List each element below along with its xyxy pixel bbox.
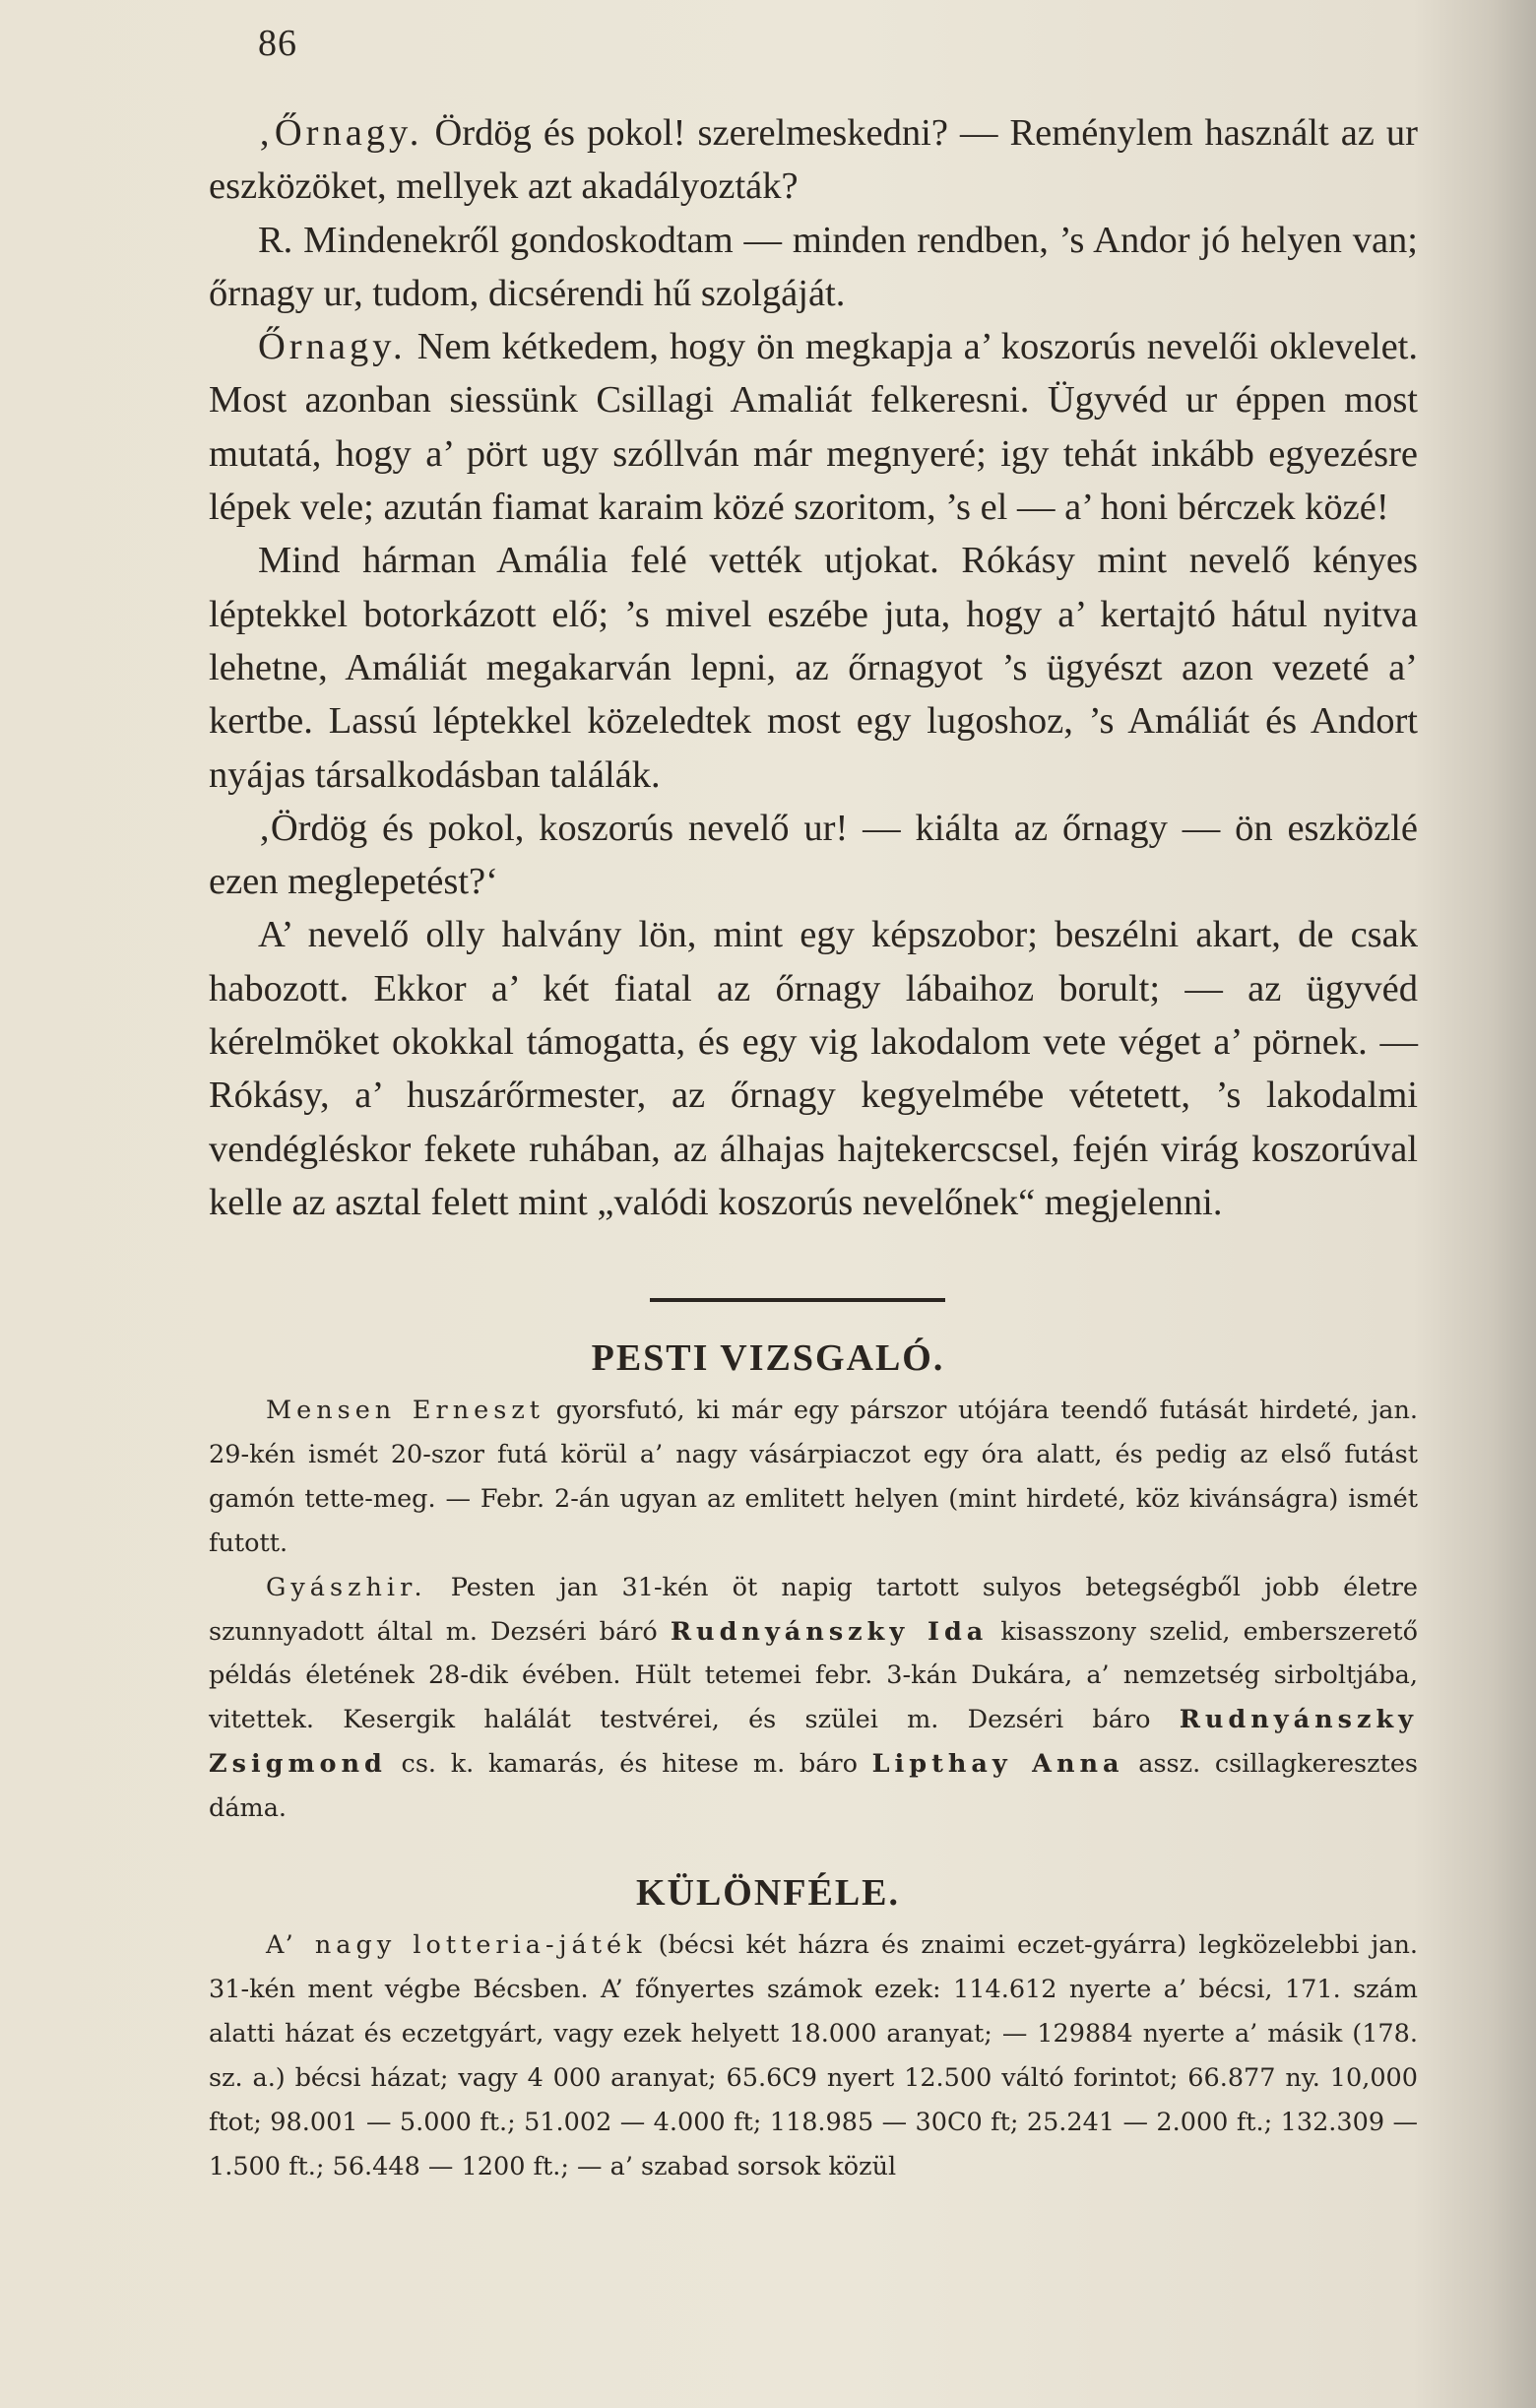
paragraph-text: Nem kétkedem, hogy ön megkapja a’ koszorús nevelői oklevelet. Most azonban siessünk Csillagi Amaliát felkeresni. Ügyvéd ur éppen most mutatá, hogy a’ pört ugy szóllván már megnyeré; igy tehát inkább egyezésre lépek vele; azután fiamat karaim közé szoritom, ’s el — a’ honi bérczek közé! bbox=[209, 326, 1418, 529]
page-number: 86 bbox=[258, 23, 297, 64]
section-title-vizsgalo: PESTI VIZSGALÓ. bbox=[591, 1337, 945, 1379]
news-item-text: assz. csillagkeresztes dáma. bbox=[209, 1749, 1418, 1824]
section-title-kulonfele: KÜLÖNFÉLE. bbox=[635, 1872, 901, 1914]
person-name: Rudnyánszky Zsigmond bbox=[209, 1705, 1418, 1780]
news-item-lead: Gyászhir. bbox=[266, 1572, 427, 1602]
story-paragraph bbox=[209, 908, 1418, 1229]
speaker-label: Őrnagy. bbox=[258, 326, 407, 368]
story-paragraph bbox=[209, 214, 1418, 321]
person-name: Rudnyánszky Ida bbox=[670, 1616, 989, 1647]
paragraph-text: R. Mindenekről gondoskodtam — minden rendben, ’s Andor jó helyen van; őrnagy ur, tudom, dicsérendi hű szolgáját. bbox=[209, 219, 1418, 314]
news-item bbox=[209, 1923, 1418, 2188]
speaker-label: ‚Őrnagy. bbox=[258, 112, 423, 154]
paragraph-text: Mind hárman Amália felé vették utjokat. Rókásy mint nevelő kényes léptekkel botorkázott elő; ’s mivel eszébe juta, hogy a’ kertajtó hátul nyitva lehetne, Amáliát megakarván lepni, az őrnagyot ’s ügyészt azon vezeté a’ kertbe. Lassú léptekkel közeledtek most egy lugoshoz, ’s Amáliát és Andort nyájas társalkodásban találák. bbox=[209, 540, 1418, 796]
paragraph-text: ‚Ördög és pokol, koszorús nevelő ur! — kiálta az őrnagy — ön eszközlé ezen meglepetést?‘ bbox=[209, 807, 1418, 903]
story-paragraph bbox=[209, 534, 1418, 801]
story-paragraph bbox=[209, 320, 1418, 534]
person-name: Lipthay Anna bbox=[871, 1749, 1124, 1780]
section-divider bbox=[650, 1298, 945, 1302]
story-paragraph bbox=[209, 106, 1418, 214]
story-paragraph bbox=[209, 802, 1418, 909]
news-item-lead: Mensen Erneszt bbox=[266, 1396, 545, 1425]
paragraph-text: A’ nevelő olly halvány lön, mint egy képszobor; beszélni akart, de csak habozott. Ekkor a’ két fiatal az őrnagy lábaihoz borult; — az ügyvéd kérelmöket okokkal támogatta, és egy vig lakodalom vete véget a’ pörnek. — Rókásy, a’ huszárőrmester, az őrnagy kegyelmébe vétetett, ’s lakodalmi vendégléskor fekete ruhában, az álhajas hajtekercscsel, fején virág koszorúval kelle az asztal felett mint „valódi koszorús nevelőnek“ megjelenni. bbox=[209, 914, 1418, 1223]
news-item-text: kisasszony szelid, emberszerető példás életének 28-dik évében. Hült tetemei febr. 3-kán Dukára, a’ nemzetség sirboltjába, vitettek. Kesergik halálát testvérei, és szülei m. Dezséri báro bbox=[209, 1616, 1418, 1735]
news-item-lead: A’ nagy lotteria-játék bbox=[266, 1930, 647, 1960]
news-item bbox=[209, 1389, 1418, 1566]
news-item bbox=[209, 1566, 1418, 1831]
news-item-text: gyorsfutó, ki már egy párszor utójára teendő futását hirdeté, jan. 29-kén ismét 20-szor futá körül a’ nagy vásárpiaczot egy óra alatt, és pedig az első futást gamón tette-meg. — Febr. 2-án ugyan az emlitett helyen (mint hirdeté, köz kivánságra) ismét futott. bbox=[209, 1396, 1418, 1558]
news-item-text: Pesten jan 31-kén öt napig tartott sulyos betegségből jobb életre szunnyadott által m. Dezséri báró bbox=[209, 1572, 1418, 1647]
news-item-text: (bécsi két házra és znaimi eczet-gyárra) legközelebbi jan. 31-kén ment végbe Bécsben. A’ főnyertes számok ezek: 114.612 nyerte a’ bécsi, 171. szám alatti házat és eczetgyárt, vagy ezek helyett 18.000 aranyat; — 129884 nyerte a’ másik (178. sz. a.) bécsi házat; vagy 4 000 aranyat; 65.6C9 nyert 12.500 váltó forintot; 66.877 ny. 10,000 ftot; 98.001 — 5.000 ft.; 51.002 — 4.000 ft; 118.985 — 30C0 ft; 25.241 — 2.000 ft.; 132.309 — 1.500 ft.; 56.448 — 1200 ft.; — a’ szabad sorsok közül bbox=[209, 1930, 1419, 2181]
kulonfele-section bbox=[209, 1923, 1418, 2188]
news-item-text: cs. k. kamarás, és hitese m. báro bbox=[386, 1749, 872, 1780]
paragraph-text: Ördög és pokol! szerelmeskedni? — Reménylem használt az ur eszközöket, mellyek azt akadályozták? bbox=[209, 112, 1418, 208]
vizsgalo-section bbox=[209, 1389, 1418, 1831]
story-text bbox=[209, 106, 1418, 1229]
